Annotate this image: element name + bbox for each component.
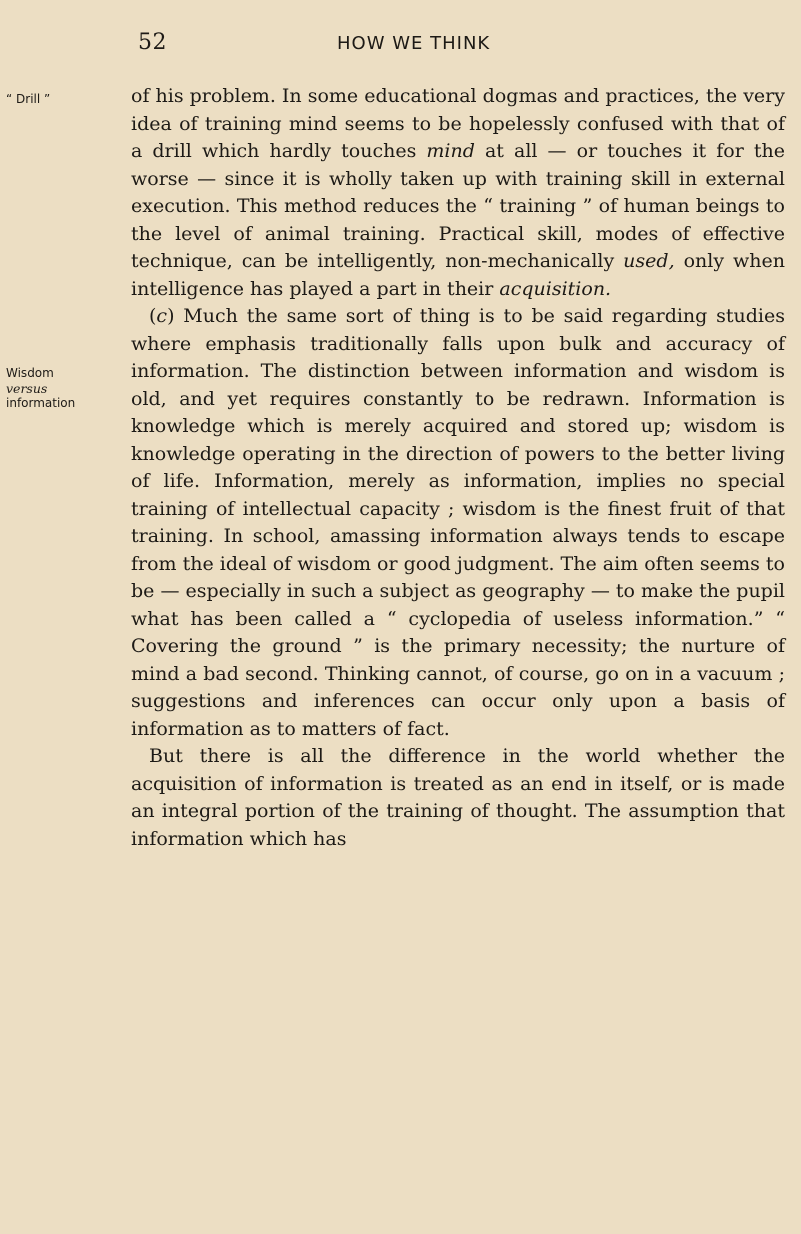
margin-note-wisdom-line2: versus [6,381,48,396]
running-title: HOW WE THINK [337,33,491,54]
paragraph-drill-part-e: only when intelligence has played a part in their [131,250,785,300]
section-label-close: ) [167,305,175,327]
paragraph-drill-part-a: of his problem. In some educational dogmas and practices, the very idea of training mind seems to be hopelessly confused with that of a drill which hardly touches [131,85,785,162]
section-label-open: ( [149,305,157,327]
section-label-letter: c [156,305,168,327]
page-number: 52 [138,30,167,55]
paragraph-difference: But there is all the difference in the world whether the acquisition of information is treated as an end in itself, or is made an integral portion of the training of thought. The assumption that information which has [131,745,785,850]
emphasis-acquisition: acquisition. [499,277,612,300]
paragraph-wisdom-text: Much the same sort of thing is to be said regarding studies where emphasis traditionally falls upon bulk and accuracy of information. The distinction between information and wisdom is old, and yet requires constantly to be redrawn. Information is knowledge which is merely acquired and stored up; wisdom is knowledge operating in the direction of powers to the better living of life. Information, merely as information, implies no special training of intellectual capacity ; wisdom is the finest fruit of that training. In school, amassing information always tends to escape from the ideal of wisdom or good judgment. The aim often seems to be — especially in such a subject as geography — to make the pupil what has been called a “ cyclopedia of useless information.” “ Covering the ground ” is the primary necessity; the nurture of mind a bad second. Thinking cannot, of course, go on in a vacuum ; suggestions and inferences can occur only upon a basis of information as to matters of fact. [131,305,785,740]
emphasis-used: used, [623,250,675,272]
margin-note-wisdom-line3: information [6,396,76,410]
paragraph-drill-part-c: at all — or touches it for the worse — since it is wholly taken up with training skill in external execution. This method reduces the “ training ” of human beings to the level of animal training. Practical skill, modes of effective technique, can be intelligently, non-mechanically [131,140,785,272]
paragraph-wisdom [131,303,785,743]
paragraph-drill [131,83,785,303]
margin-note-wisdom-line1: Wisdom [6,366,54,380]
margin-note-wisdom [6,366,126,411]
emphasis-mind: mind [426,140,475,162]
body-text [131,83,785,853]
margin-note-drill: “ Drill ” [6,92,51,106]
